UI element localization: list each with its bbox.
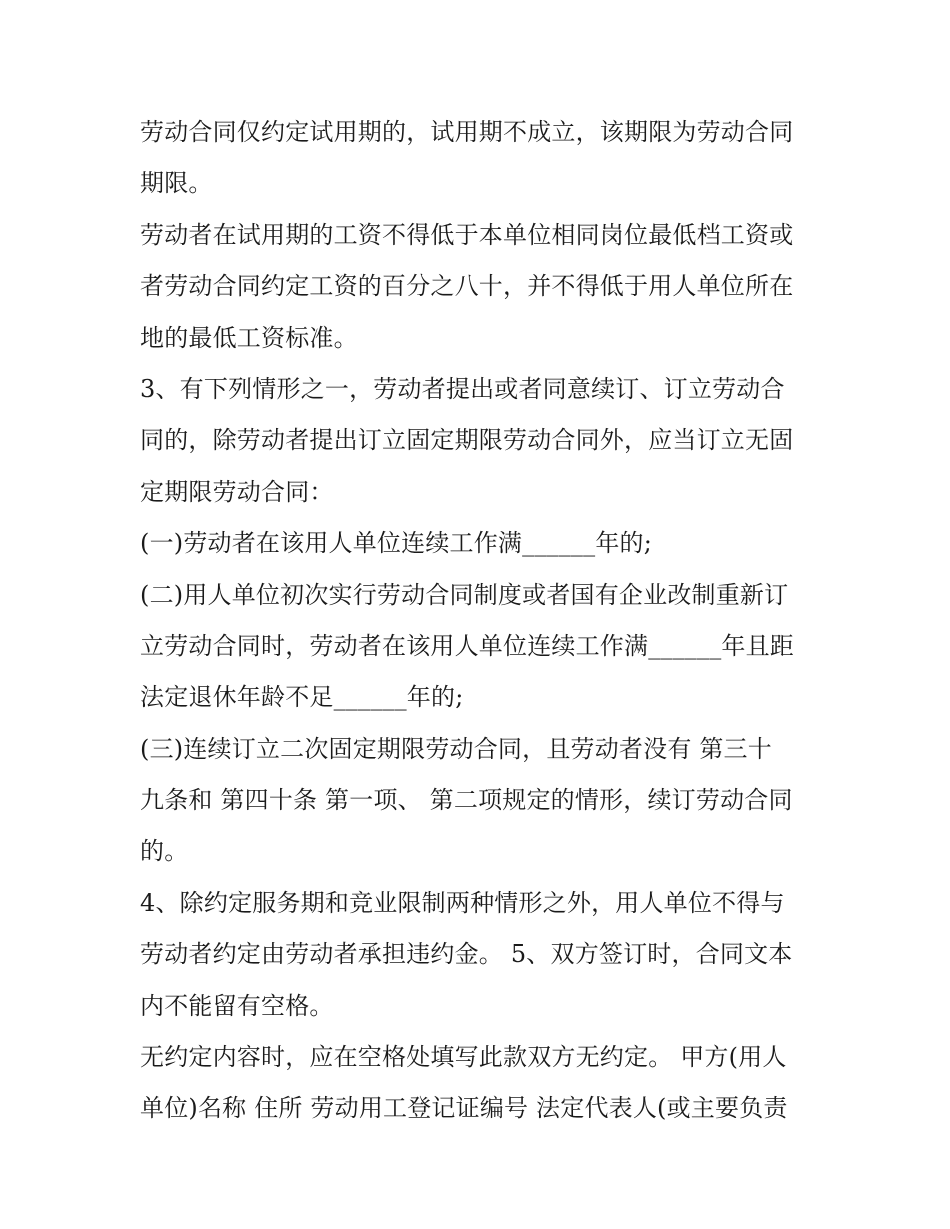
text-line: (一)劳动者在该用人单位连续工作满______年的; xyxy=(140,529,653,558)
text-line: 同的，除劳动者提出订立固定期限劳动合同外，应当订立无固 xyxy=(140,426,794,455)
text-line: 法定退休年龄不足______年的; xyxy=(140,683,464,712)
text-line: 单位)名称 住所 劳动用工登记证编号 法定代表人(或主要负责 xyxy=(140,1094,788,1123)
text-line: 4、除约定服务期和竞业限制两种情形之外，用人单位不得与 xyxy=(140,888,785,917)
document-page xyxy=(140,107,815,1135)
text-line: 的。 xyxy=(140,837,189,866)
text-line: 立劳动合同时，劳动者在该用人单位连续工作满______年且距 xyxy=(140,631,794,660)
text-line: 期限。 xyxy=(140,169,213,198)
text-line: 劳动合同仅约定试用期的，试用期不成立，该期限为劳动合同 xyxy=(140,118,794,146)
text-line: 无约定内容时，应在空格处填写此款双方无约定。 甲方(用人 xyxy=(140,1043,787,1072)
text-line: 九条和 第四十条 第一项、 第二项规定的情形，续订劳动合同 xyxy=(140,786,793,815)
text-line: 内不能留有空格。 xyxy=(140,991,334,1020)
text-line: 劳动者在试用期的工资不得低于本单位相同岗位最低档工资或 xyxy=(140,220,794,249)
text-line: (三)连续订立二次固定期限劳动合同，且劳动者没有 第三十 xyxy=(140,734,772,763)
text-line: 定期限劳动合同： xyxy=(140,477,334,506)
text-line: (二)用人单位初次实行劳动合同制度或者国有企业改制重新订 xyxy=(140,580,789,609)
text-line: 3、有下列情形之一，劳动者提出或者同意续订、订立劳动合 xyxy=(140,374,785,403)
text-line: 劳动者约定由劳动者承担违约金。 5、双方签订时，合同文本 xyxy=(140,940,793,969)
text-line: 者劳动合同约定工资的百分之八十，并不得低于用人单位所在 xyxy=(140,272,794,301)
text-line: 地的最低工资标准。 xyxy=(140,323,358,352)
